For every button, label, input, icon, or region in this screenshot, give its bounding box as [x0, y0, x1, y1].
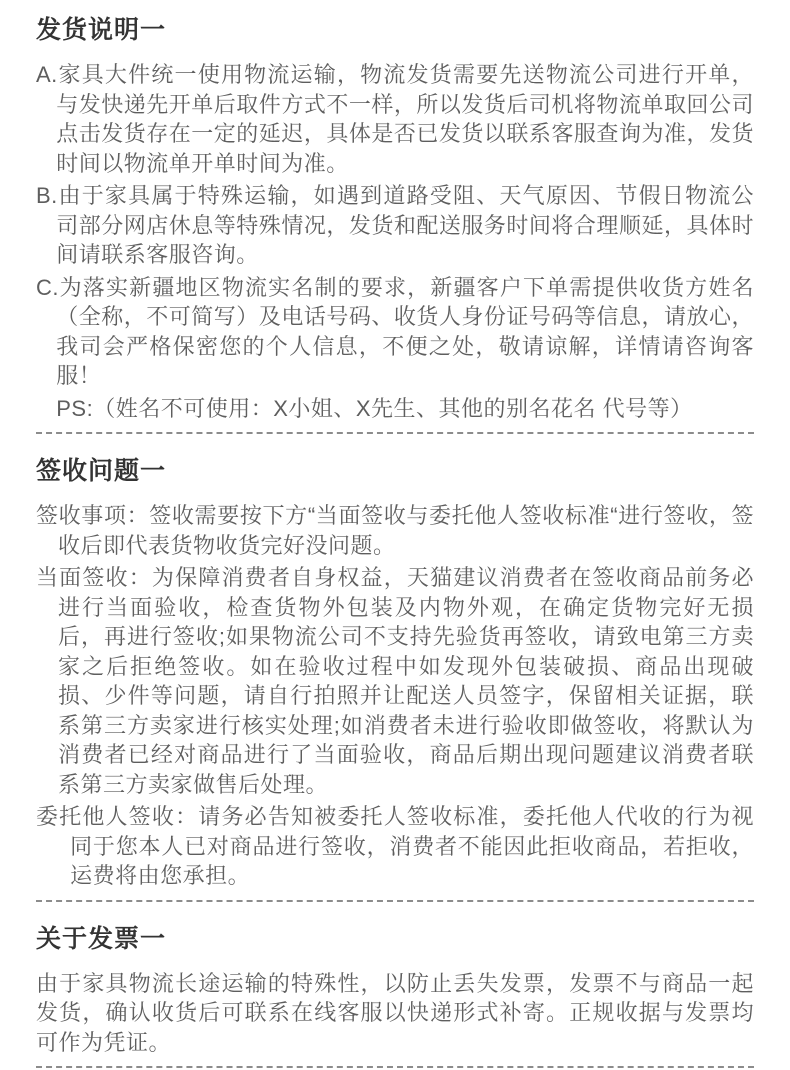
shipping-para-ps: PS:（姓名不可使用：X小姐、X先生、其他的别名花名 代号等）: [56, 395, 693, 421]
section-title-invoice: 关于发票一: [36, 924, 167, 953]
section-title-signing: 签收问题一: [36, 457, 167, 485]
dashed-divider: [36, 432, 754, 434]
shipping-para-c: C.为落实新疆地区物流实名制的要求，新疆客户下单需提供收货方姓名（全称，不可简写）及电话号码、收货人身份证号码等信息，请放心，我司会严格保密您的个人信息，不便之处，敬请谅解，详情请咨询客服！: [36, 274, 754, 388]
shipping-para-a: A.家具大件统一使用物流运输，物流发货需要先送物流公司进行开单，与发快递先开单后取件方式不一样，所以发货后司机将物流单取回公司点击发货存在一定的延迟，具体是否已发货以联系客服查询为准，发货时间以物流单开单时间为准。: [36, 62, 754, 176]
section-title-shipping: 发货说明一: [36, 16, 167, 44]
signing-para-in-person: 当面签收：为保障消费者自身权益，天猫建议消费者在签收商品前务必进行当面验收，检查货物外包装及内物外观，在确定货物完好无损后，再进行签收;如果物流公司不支持先验货再签收，请致电第三方卖家之后拒绝签收。如在验收过程中如发现外包装破损、商品出现破损、少件等问题，请自行拍照并让配送人员签字，保留相关证据，联系第三方卖家进行核实处理;如消费者未进行验收即做签收，将默认为消费者已经对商品进行了当面验收，商品后期出现问题建议消费者联系第三方卖家做售后处理。: [36, 565, 754, 797]
invoice-para: 由于家具物流长途运输的特殊性，以防止丢失发票，发票不与商品一起发货，确认收货后可联系在线客服以快递形式补寄。正规收据与发票均可作为凭证。: [36, 970, 754, 1055]
dashed-divider: [36, 900, 754, 902]
section-signing: [36, 456, 754, 891]
signing-para-notice: 签收事项：签收需要按下方“当面签收与委托他人签收标准“进行签收，签收后即代表货物收货完好没问题。: [36, 503, 754, 558]
section-invoice: [36, 924, 754, 1058]
dashed-divider: [36, 1066, 754, 1068]
section-shipping: [36, 15, 754, 423]
shipping-para-b: B.由于家具属于特殊运输，如遇到道路受阻、天气原因、节假日物流公司部分网店休息等特殊情况，发货和配送服务时间将合理顺延，具体时间请联系客服咨询。: [36, 183, 754, 267]
signing-para-delegate: 委托他人签收：请务必告知被委托人签收标准，委托他人代收的行为视同于您本人已对商品进行签收，消费者不能因此拒收商品，若拒收，运费将由您承担。: [36, 804, 754, 888]
